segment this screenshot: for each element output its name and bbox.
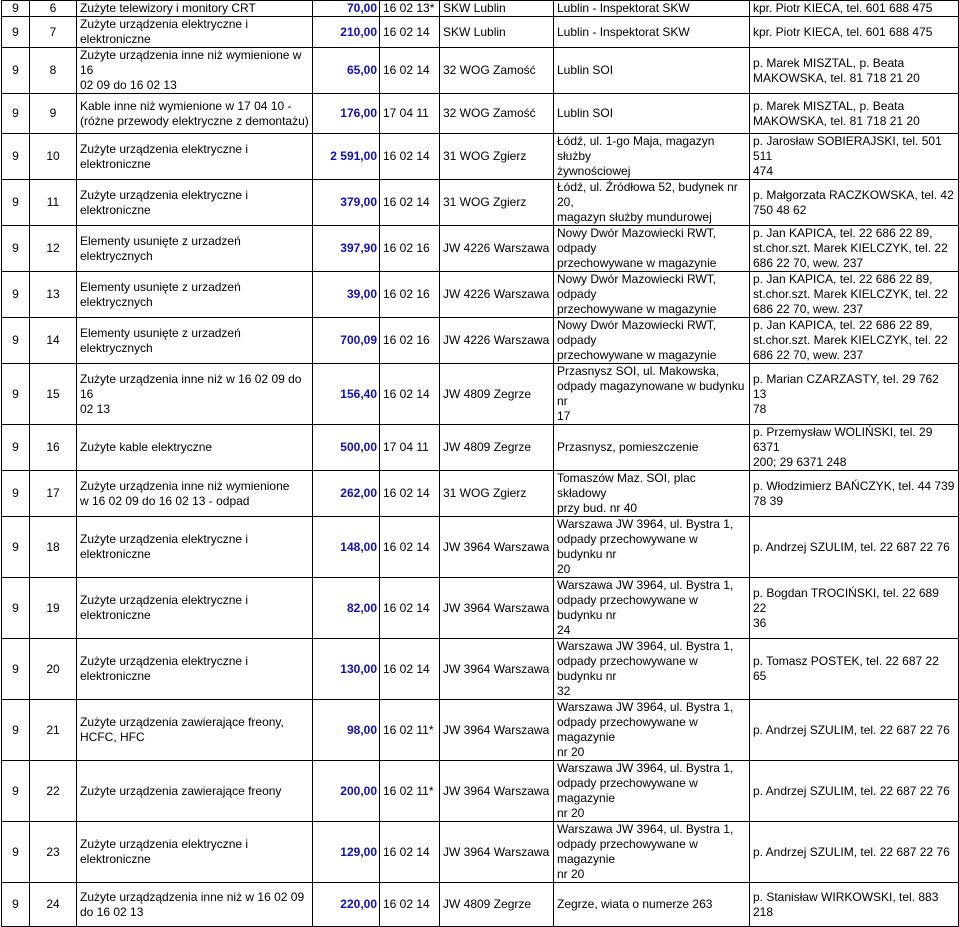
group-number-cell: 9 <box>2 700 30 761</box>
storage-location-cell: Nowy Dwór Mazowiecki RWT, odpady przechowywane w magazynie <box>554 272 750 318</box>
waste-name-cell: Zużyte urządzenia inne niż wymienione w 16 02 09 do 16 02 13 <box>77 48 313 94</box>
storage-location-cell: Przasnysz, pomieszczenie <box>554 425 750 471</box>
group-number-cell: 9 <box>2 272 30 318</box>
military-unit-cell: 31 WOG Zgierz <box>440 180 554 226</box>
item-number-cell: 22 <box>30 761 77 822</box>
quantity-value: 98,00 <box>346 722 377 737</box>
quantity-value: 262,00 <box>340 486 377 500</box>
waste-name-cell: Zużyte urządzenia elektryczne i elektroniczne <box>77 17 313 48</box>
waste-code-cell: 16 02 16 <box>380 318 440 364</box>
item-number-cell: 7 <box>30 17 77 48</box>
waste-name-cell: Zużyte urządzenia elektryczne i elektroniczne <box>77 822 313 883</box>
group-number-cell: 9 <box>2 180 30 226</box>
table-row <box>2 517 959 578</box>
quantity-cell <box>313 48 380 94</box>
group-number-cell: 9 <box>2 883 30 927</box>
quantity-cell <box>313 94 380 134</box>
contact-person-cell: p. Andrzej SZULIM, tel. 22 687 22 76 <box>750 761 959 822</box>
waste-code-cell: 16 02 14 <box>380 471 440 517</box>
storage-location-cell: Warszawa JW 3964, ul. Bystra 1, odpady przechowywane w budynku nr 24 <box>554 578 750 639</box>
table-row <box>2 883 959 927</box>
item-number-cell: 19 <box>30 578 77 639</box>
contact-person-cell: p. Jan KAPICA, tel. 22 686 22 89, st.chor.szt. Marek KIELCZYK, tel. 22 686 22 70, wew. 237 <box>750 226 959 272</box>
military-unit-cell: 31 WOG Zgierz <box>440 471 554 517</box>
waste-name-cell: Zużyte urządzenia inne niż w 16 02 09 do 16 02 13 <box>77 364 313 425</box>
quantity-cell <box>313 883 380 927</box>
quantity-cell <box>313 226 380 272</box>
group-number-cell: 9 <box>2 48 30 94</box>
quantity-cell <box>313 17 380 48</box>
military-unit-cell: JW 3964 Warszawa <box>440 761 554 822</box>
item-number-cell: 13 <box>30 272 77 318</box>
waste-code-cell: 16 02 14 <box>380 517 440 578</box>
military-unit-cell: JW 4226 Warszawa <box>440 318 554 364</box>
quantity-value: 210,00 <box>340 24 377 39</box>
item-number-cell: 16 <box>30 425 77 471</box>
military-unit-cell: JW 3964 Warszawa <box>440 517 554 578</box>
waste-name-cell: Zużyte telewizory i monitory CRT <box>77 1 313 17</box>
waste-code-cell: 16 02 14 <box>380 134 440 180</box>
waste-code-cell: 17 04 11 <box>380 94 440 134</box>
military-unit-cell: JW 3964 Warszawa <box>440 639 554 700</box>
table-row <box>2 17 959 48</box>
waste-name-cell: Zużyte urządzenia elektryczne i elektroniczne <box>77 639 313 700</box>
item-number-cell: 10 <box>30 134 77 180</box>
quantity-value: 39,00 <box>346 287 377 301</box>
contact-person-cell: p. Andrzej SZULIM, tel. 22 687 22 76 <box>750 517 959 578</box>
waste-code-cell: 16 02 14 <box>380 180 440 226</box>
table-row <box>2 180 959 226</box>
military-unit-cell: JW 3964 Warszawa <box>440 578 554 639</box>
waste-code-cell: 16 02 16 <box>380 226 440 272</box>
quantity-value: 82,00 <box>346 600 377 615</box>
group-number-cell: 9 <box>2 318 30 364</box>
waste-code-cell: 16 02 14 <box>380 639 440 700</box>
contact-person-cell: p. Marian CZARZASTY, tel. 29 762 13 78 <box>750 364 959 425</box>
table-row <box>2 318 959 364</box>
quantity-cell <box>313 1 380 17</box>
waste-code-cell: 16 02 11* <box>380 761 440 822</box>
group-number-cell: 9 <box>2 1 30 17</box>
group-number-cell: 9 <box>2 364 30 425</box>
storage-location-cell: Łódź, ul. 1-go Maja, magazyn służby żywnościowej <box>554 134 750 180</box>
quantity-value: 70,00 <box>346 1 377 15</box>
quantity-value: 700,09 <box>340 333 377 347</box>
waste-name-cell: Zużyte urządzenia inne niż wymienione w 16 02 09 do 16 02 13 - odpad <box>77 471 313 517</box>
military-unit-cell: JW 4809 Zegrze <box>440 883 554 927</box>
table-row <box>2 578 959 639</box>
waste-name-cell: Zużyte urządzenia elektryczne i elektroniczne <box>77 578 313 639</box>
military-unit-cell: JW 4226 Warszawa <box>440 226 554 272</box>
waste-name-cell: Zużyte urządzenia zawierające freony <box>77 761 313 822</box>
group-number-cell: 9 <box>2 94 30 134</box>
contact-person-cell: p. Przemysław WOLIŃSKI, tel. 29 6371 200; 29 6371 248 <box>750 425 959 471</box>
waste-code-cell: 16 02 14 <box>380 578 440 639</box>
item-number-cell: 6 <box>30 1 77 17</box>
quantity-cell <box>313 578 380 639</box>
waste-code-cell: 16 02 11* <box>380 700 440 761</box>
group-number-cell: 9 <box>2 17 30 48</box>
group-number-cell: 9 <box>2 578 30 639</box>
waste-name-cell: Elementy usunięte z urzadzeń elektrycznych <box>77 318 313 364</box>
contact-person-cell: p. Włodzimierz BAŃCZYK, tel. 44 739 78 39 <box>750 471 959 517</box>
waste-name-cell: Zużyte urządzenia elektryczne i elektroniczne <box>77 517 313 578</box>
table-row <box>2 94 959 134</box>
contact-person-cell: p. Marek MISZTAL, p. Beata MAKOWSKA, tel. 81 718 21 20 <box>750 48 959 94</box>
table-row <box>2 226 959 272</box>
item-number-cell: 11 <box>30 180 77 226</box>
quantity-cell <box>313 639 380 700</box>
waste-name-cell: Elementy usunięte z urzadzeń elektrycznych <box>77 226 313 272</box>
quantity-value: 129,00 <box>340 844 377 859</box>
quantity-cell <box>313 272 380 318</box>
group-number-cell: 9 <box>2 425 30 471</box>
contact-person-cell: p. Tomasz POSTEK, tel. 22 687 22 65 <box>750 639 959 700</box>
contact-person-cell: p. Bogdan TROCIŃSKI, tel. 22 689 22 36 <box>750 578 959 639</box>
military-unit-cell: JW 4226 Warszawa <box>440 272 554 318</box>
table-row <box>2 761 959 822</box>
waste-code-cell: 16 02 14 <box>380 883 440 927</box>
group-number-cell: 9 <box>2 761 30 822</box>
group-number-cell: 9 <box>2 639 30 700</box>
quantity-cell <box>313 318 380 364</box>
quantity-value: 379,00 <box>340 195 377 209</box>
waste-code-cell: 16 02 14 <box>380 48 440 94</box>
storage-location-cell: Przasnysz SOI, ul. Makowska, odpady magazynowane w budynku nr 17 <box>554 364 750 425</box>
quantity-value: 156,40 <box>340 386 377 401</box>
contact-person-cell: p. Jarosław SOBIERAJSKI, tel. 501 511 474 <box>750 134 959 180</box>
storage-location-cell: Zegrze, wiata o numerze 263 <box>554 883 750 927</box>
item-number-cell: 9 <box>30 94 77 134</box>
item-number-cell: 20 <box>30 639 77 700</box>
table-row <box>2 1 959 17</box>
contact-person-cell: p. Andrzej SZULIM, tel. 22 687 22 76 <box>750 700 959 761</box>
table-row <box>2 272 959 318</box>
military-unit-cell: JW 3964 Warszawa <box>440 822 554 883</box>
military-unit-cell: 32 WOG Zamość <box>440 48 554 94</box>
contact-person-cell: p. Jan KAPICA, tel. 22 686 22 89, st.chor.szt. Marek KIELCZYK, tel. 22 686 22 70, wew. 237 <box>750 272 959 318</box>
item-number-cell: 8 <box>30 48 77 94</box>
quantity-cell <box>313 517 380 578</box>
contact-person-cell: p. Małgorzata RACZKOWSKA, tel. 42 750 48 62 <box>750 180 959 226</box>
quantity-value: 176,00 <box>340 106 377 120</box>
item-number-cell: 12 <box>30 226 77 272</box>
contact-person-cell: p. Andrzej SZULIM, tel. 22 687 22 76 <box>750 822 959 883</box>
military-unit-cell: 31 WOG Zgierz <box>440 134 554 180</box>
storage-location-cell: Lublin SOI <box>554 94 750 134</box>
quantity-value: 2 591,00 <box>330 149 377 163</box>
table-row <box>2 471 959 517</box>
contact-person-cell: p. Stanisław WIRKOWSKI, tel. 883 218 <box>750 883 959 927</box>
contact-person-cell: kpr. Piotr KIECA, tel. 601 688 475 <box>750 17 959 48</box>
storage-location-cell: Lublin SOI <box>554 48 750 94</box>
military-unit-cell: JW 4809 Zegrze <box>440 425 554 471</box>
waste-name-cell: Elementy usunięte z urzadzeń elektrycznych <box>77 272 313 318</box>
quantity-value: 500,00 <box>340 440 377 454</box>
contact-person-cell: p. Marek MISZTAL, p. Beata MAKOWSKA, tel. 81 718 21 20 <box>750 94 959 134</box>
military-unit-cell: SKW Lublin <box>440 17 554 48</box>
storage-location-cell: Warszawa JW 3964, ul. Bystra 1, odpady przechowywane w magazynie nr 20 <box>554 700 750 761</box>
waste-name-cell: Zużyte urządzenia zawierające freony, HCFC, HFC <box>77 700 313 761</box>
waste-name-cell: Zużyte urządzenia elektryczne i elektroniczne <box>77 134 313 180</box>
waste-name-cell: Kable inne niż wymienione w 17 04 10 - (różne przewody elektryczne z demontażu) <box>77 94 313 134</box>
quantity-cell <box>313 364 380 425</box>
item-number-cell: 14 <box>30 318 77 364</box>
storage-location-cell: Tomaszów Maz. SOI, plac składowy przy bud. nr 40 <box>554 471 750 517</box>
item-number-cell: 21 <box>30 700 77 761</box>
group-number-cell: 9 <box>2 517 30 578</box>
storage-location-cell: Łódź, ul. Źródłowa 52, budynek nr 20, magazyn służby mundurowej <box>554 180 750 226</box>
waste-table <box>1 0 959 927</box>
storage-location-cell: Warszawa JW 3964, ul. Bystra 1, odpady przechowywane w budynku nr 20 <box>554 517 750 578</box>
military-unit-cell: 32 WOG Zamość <box>440 94 554 134</box>
quantity-cell <box>313 134 380 180</box>
storage-location-cell: Nowy Dwór Mazowiecki RWT, odpady przechowywane w magazynie <box>554 226 750 272</box>
item-number-cell: 17 <box>30 471 77 517</box>
waste-name-cell: Zużyte kable elektryczne <box>77 425 313 471</box>
table-row <box>2 822 959 883</box>
waste-code-cell: 16 02 14 <box>380 17 440 48</box>
storage-location-cell: Lublin - Inspektorat SKW <box>554 1 750 17</box>
item-number-cell: 24 <box>30 883 77 927</box>
waste-table-body <box>2 1 959 927</box>
table-row <box>2 639 959 700</box>
table-row <box>2 425 959 471</box>
group-number-cell: 9 <box>2 134 30 180</box>
storage-location-cell: Warszawa JW 3964, ul. Bystra 1, odpady przechowywane w magazynie nr 20 <box>554 761 750 822</box>
group-number-cell: 9 <box>2 471 30 517</box>
group-number-cell: 9 <box>2 226 30 272</box>
quantity-value: 200,00 <box>340 783 377 798</box>
table-row <box>2 364 959 425</box>
storage-location-cell: Warszawa JW 3964, ul. Bystra 1, odpady przechowywane w magazynie nr 20 <box>554 822 750 883</box>
quantity-value: 397,90 <box>340 241 377 255</box>
quantity-value: 130,00 <box>340 661 377 676</box>
military-unit-cell: JW 3964 Warszawa <box>440 700 554 761</box>
item-number-cell: 18 <box>30 517 77 578</box>
military-unit-cell: SKW Lublin <box>440 1 554 17</box>
military-unit-cell: JW 4809 Zegrze <box>440 364 554 425</box>
storage-location-cell: Warszawa JW 3964, ul. Bystra 1, odpady przechowywane w budynku nr 32 <box>554 639 750 700</box>
waste-code-cell: 17 04 11 <box>380 425 440 471</box>
quantity-cell <box>313 425 380 471</box>
waste-code-cell: 16 02 13* <box>380 1 440 17</box>
item-number-cell: 15 <box>30 364 77 425</box>
quantity-cell <box>313 180 380 226</box>
quantity-value: 220,00 <box>340 897 377 911</box>
contact-person-cell: p. Jan KAPICA, tel. 22 686 22 89, st.chor.szt. Marek KIELCZYK, tel. 22 686 22 70, wew. 237 <box>750 318 959 364</box>
waste-name-cell: Zużyte urządzenia elektryczne i elektroniczne <box>77 180 313 226</box>
quantity-value: 148,00 <box>340 539 377 554</box>
waste-code-cell: 16 02 16 <box>380 272 440 318</box>
group-number-cell: 9 <box>2 822 30 883</box>
table-row <box>2 48 959 94</box>
quantity-cell <box>313 471 380 517</box>
storage-location-cell: Nowy Dwór Mazowiecki RWT, odpady przechowywane w magazynie <box>554 318 750 364</box>
contact-person-cell: kpr. Piotr KIECA, tel. 601 688 475 <box>750 1 959 17</box>
storage-location-cell: Lublin - Inspektorat SKW <box>554 17 750 48</box>
quantity-cell <box>313 761 380 822</box>
waste-code-cell: 16 02 14 <box>380 822 440 883</box>
waste-code-cell: 16 02 14 <box>380 364 440 425</box>
item-number-cell: 23 <box>30 822 77 883</box>
quantity-value: 65,00 <box>346 63 377 77</box>
waste-name-cell: Zużyte urządządzenia inne niż w 16 02 09 do 16 02 13 <box>77 883 313 927</box>
quantity-cell <box>313 822 380 883</box>
table-row <box>2 134 959 180</box>
